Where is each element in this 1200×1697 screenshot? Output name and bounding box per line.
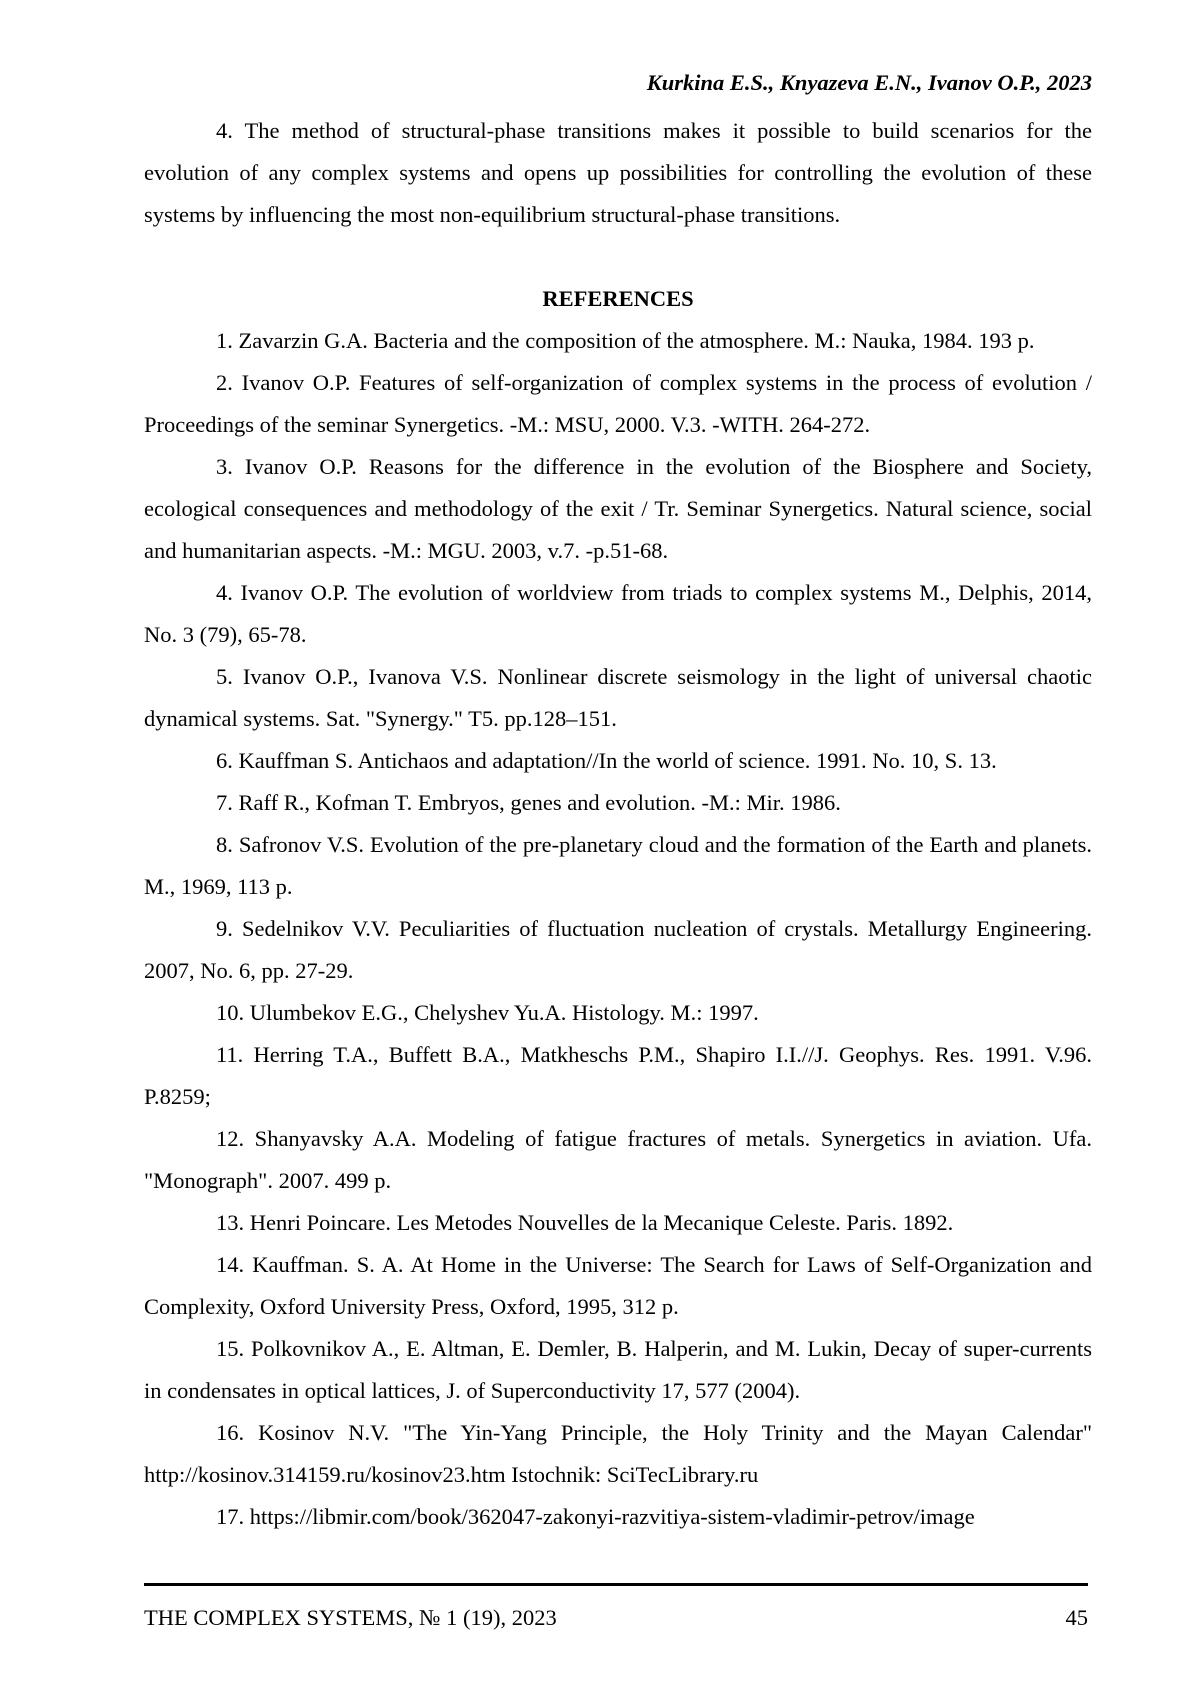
page-number: 45: [1065, 1605, 1088, 1630]
page: [144, 0, 1092, 1697]
reference-item-17: 17. https://libmir.com/book/362047-zakonyi-razvitiya-sistem-vladimir-petrov/image: [216, 1504, 975, 1529]
footer-divider: [144, 1583, 1088, 1586]
body-text: [144, 110, 1092, 1538]
reference-item-12: 12. Shanyavsky A.A. Modeling of fatigue fractures of metals. Synergetics in aviation. Ufa. "Monograph". 2007. 499 p.: [144, 1126, 1092, 1193]
reference-item-1: 1. Zavarzin G.A. Bacteria and the composition of the atmosphere. M.: Nauka, 1984. 193 p.: [216, 328, 1035, 353]
reference-item-7: 7. Raff R., Kofman T. Embryos, genes and evolution. -M.: Mir. 1986.: [216, 790, 841, 815]
reference-item-10: 10. Ulumbekov E.G., Chelyshev Yu.A. Histology. M.: 1997.: [216, 1000, 759, 1025]
reference-item-9: 9. Sedelnikov V.V. Peculiarities of fluctuation nucleation of crystals. Metallurgy Engineering. 2007, No. 6, pp. 27-29.: [144, 916, 1092, 983]
reference-item-2: 2. Ivanov O.P. Features of self-organization of complex systems in the process of evolution / Proceedings of the seminar Synergetics. -M.: MSU, 2000. V.3. -WITH. 264-272.: [144, 370, 1092, 437]
reference-item-15: 15. Polkovnikov A., E. Altman, E. Demler, B. Halperin, and M. Lukin, Decay of super-currents in condensates in optical lattices, J. of Superconductivity 17, 577 (2004).: [144, 1336, 1092, 1403]
reference-item-6: 6. Kauffman S. Antichaos and adaptation//In the world of science. 1991. No. 10, S. 13.: [216, 748, 997, 773]
reference-item-13: 13. Henri Poincare. Les Metodes Nouvelles de la Mecanique Celeste. Paris. 1892.: [216, 1210, 954, 1235]
reference-item-4: 4. Ivanov O.P. The evolution of worldview from triads to complex systems M., Delphis, 2014, No. 3 (79), 65-78.: [144, 580, 1092, 647]
reference-item-14: 14. Kauffman. S. A. At Home in the Universe: The Search for Laws of Self-Organization and Complexity, Oxford University Press, Oxford, 1995, 312 p.: [144, 1252, 1092, 1319]
conclusion-paragraph: 4. The method of structural-phase transitions makes it possible to build scenarios for the evolution of any complex systems and opens up possibilities for controlling the evolution of these systems by influencing the most non-equilibrium structural-phase transitions.: [144, 118, 1092, 227]
reference-item-11: 11. Herring T.A., Buffett B.A., Matkheschs P.M., Shapiro I.I.//J. Geophys. Res. 1991. V.96. P.8259;: [144, 1042, 1092, 1109]
references-heading: REFERENCES: [542, 286, 694, 311]
reference-item-8: 8. Safronov V.S. Evolution of the pre-planetary cloud and the formation of the Earth and planets. M., 1969, 113 p.: [144, 832, 1092, 899]
reference-item-16: 16. Kosinov N.V. "The Yin-Yang Principle, the Holy Trinity and the Mayan Calendar" http://kosinov.314159.ru/kosinov23.htm Istochnik: SciTecLibrary.ru: [144, 1420, 1092, 1487]
running-header: Kurkina E.S., Knyazeva E.N., Ivanov O.P., 2023: [646, 70, 1092, 95]
reference-list: [144, 320, 1092, 1538]
reference-item-5: 5. Ivanov O.P., Ivanova V.S. Nonlinear discrete seismology in the light of universal chaotic dynamical systems. Sat. "Synergy." T5. pp.128–151.: [144, 664, 1092, 731]
footer-journal-title: THE COMPLEX SYSTEMS, № 1 (19), 2023: [144, 1605, 557, 1630]
reference-item-3: 3. Ivanov O.P. Reasons for the difference in the evolution of the Biosphere and Society, ecological consequences and methodology of the exit / Tr. Seminar Synergetics. Natural science, social and humanitarian aspects. -M.: MGU. 2003, v.7. -p.51-68.: [144, 454, 1092, 563]
